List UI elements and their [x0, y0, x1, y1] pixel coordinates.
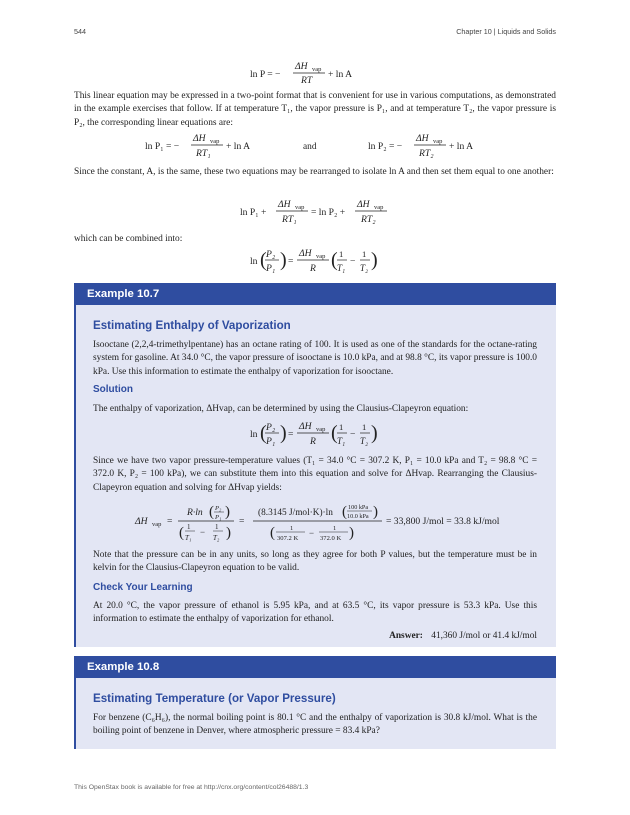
eq-comb-num1-sub: vap — [295, 204, 305, 211]
calc-den-t2: 372.0 K — [320, 535, 342, 542]
eq-comb-den1: RT₁ — [282, 214, 297, 225]
svg-text:(: ( — [331, 422, 338, 444]
calc-frac-bot: 10.0 kPa — [347, 513, 369, 520]
eq-main-den: RT — [301, 75, 313, 86]
calc-eq-2: = — [239, 516, 245, 527]
calc-p2: P₂ — [215, 505, 222, 512]
equation-calculation — [0, 500, 630, 547]
check-your-learning-heading: Check Your Learning — [93, 582, 193, 593]
solution-text-2: Since we have two vapor pressure-temperature values (T₁ = 34.0 °C = 307.2 K, P₁ = 10.0 kPa and T₂ = 98.8 °C = 372.0 K, P₂ = 100 kPa), we can substitute them into this equation and solve for ΔHvap. Rearranging the Clausius-Clapeyron equation and solving for ΔHvap yields: — [93, 456, 537, 493]
eq-cc-eq: = — [288, 256, 294, 267]
calc-minus-1: − — [200, 527, 206, 537]
eq-cc-r: R — [310, 263, 316, 274]
svg-text:): ) — [371, 422, 378, 444]
calc-num-2: (8.3145 J/mol·K)·ln — [258, 508, 333, 518]
eq-pair-right-rhs: + ln A — [449, 141, 474, 152]
calc-t1: T₁ — [185, 534, 192, 542]
eq-cc2-num: ΔH — [299, 421, 312, 432]
page-number: 544 — [74, 27, 86, 36]
svg-text:(: ( — [260, 249, 267, 271]
eq-cc2-minus: − — [350, 429, 356, 440]
eq-comb-num2-sub: vap — [374, 204, 384, 211]
eq-cc2-eq: = — [288, 429, 294, 440]
eq-pair-right-den: RT₂ — [419, 148, 434, 159]
svg-text:): ) — [349, 525, 354, 541]
calc-lhs-sub: vap — [152, 521, 162, 528]
eq-main-num-sub: vap — [312, 66, 322, 73]
svg-text:(: ( — [209, 504, 214, 520]
svg-text:(: ( — [179, 525, 184, 541]
calc-p1: P₁ — [215, 514, 222, 521]
eq-pair-right-num: ΔH — [416, 133, 429, 144]
svg-text:): ) — [373, 504, 378, 520]
svg-text:(: ( — [260, 422, 267, 444]
calc-num-1: R·ln — [187, 507, 203, 518]
eq-cc2-t1: T₁ — [337, 436, 346, 446]
eq-pair-left-num: ΔH — [193, 133, 206, 144]
calc-one-b: 1 — [215, 523, 219, 531]
calc-one-c: 1 — [290, 525, 294, 532]
eq-comb-num1: ΔH — [278, 199, 291, 210]
eq-cc-t1: T₁ — [337, 263, 346, 273]
equation-pair — [0, 132, 630, 163]
calc-eq-1: = — [167, 516, 173, 527]
solution-text-1: The enthalpy of vaporization, ΔHvap, can be determined by using the Clausius-Clapeyron equation: — [93, 404, 469, 414]
example-10-7-header: Example 10.7 — [74, 283, 556, 305]
calc-minus-2: − — [309, 528, 315, 538]
equation-clausius-clapeyron — [0, 247, 630, 280]
solution-heading: Solution — [93, 384, 133, 395]
svg-text:(: ( — [270, 525, 275, 541]
paragraph-combined: which can be combined into: — [74, 234, 183, 244]
eq-pair-left-lhs: ln P₁ = − — [145, 141, 180, 152]
eq-cc2-ln: ln — [250, 429, 258, 440]
equation-combined — [0, 198, 630, 229]
eq-cc2-r: R — [310, 436, 316, 447]
eq-cc2-t2: T₂ — [360, 436, 369, 446]
svg-text:(: ( — [342, 504, 347, 520]
svg-text:): ) — [371, 249, 378, 271]
paragraph-two-point: This linear equation may be expressed in a two-point format that is convenient for use in various computations, as demonstrated in the example exercises that follow. If at temperature T₁, the vapor pressure is P₁, and at temperature T₂, the vapor pressure is P₂, the corresponding linear equations are: — [74, 91, 556, 128]
calc-one-a: 1 — [187, 523, 191, 531]
answer-value: 41,360 J/mol or 41.4 kJ/mol — [431, 631, 537, 641]
eq-cc-ln: ln — [250, 256, 258, 267]
equation-main — [0, 60, 630, 89]
svg-text:): ) — [280, 422, 287, 444]
eq-pair-right-lhs: ln P₂ = − — [368, 141, 403, 152]
check-your-learning-text: At 20.0 °C, the vapor pressure of ethanol is 5.95 kPa, and at 63.5 °C, its vapor pressure is 53.3 kPa. Use this information to estimate the enthalpy of vaporization for ethanol. — [93, 601, 537, 625]
eq-cc2-p1: P₁ — [266, 436, 276, 447]
calc-den-t1: 307.2 K — [277, 535, 299, 542]
chapter-title: Chapter 10 | Liquids and Solids — [456, 27, 556, 36]
solution-text-3: Note that the pressure can be in any units, so long as they agree for both P values, but the temperature must be in kelvin for the Clausius-Clapeyron equation to be valid. — [93, 550, 537, 574]
eq-pair-right-num-sub: vap — [433, 138, 443, 145]
eq-cc-one-a: 1 — [339, 249, 344, 259]
eq-cc-num-sub: vap — [316, 253, 326, 260]
example-10-8-title: Estimating Temperature (or Vapor Pressure) — [93, 692, 336, 705]
eq-cc-p2: P₂ — [266, 249, 276, 260]
eq-pair-left-rhs: + ln A — [226, 141, 251, 152]
eq-main-num: ΔH — [295, 61, 308, 72]
example-10-8-text: For benzene (C₆H₆), the normal boiling point is 80.1 °C and the enthalpy of vaporization is 30.8 kJ/mol. What is the boiling point of benzene in Denver, where atmospheric pressure = 83.4 kPa? — [93, 713, 537, 737]
eq-main-rhs: + ln A — [328, 69, 353, 80]
paragraph-rearrange: Since the constant, A, is the same, these two equations may be rearranged to isolate ln A and then set them equal to one another: — [74, 167, 554, 177]
answer-line — [389, 631, 537, 641]
svg-text:(: ( — [331, 249, 338, 271]
footer-note: This OpenStax book is available for free at http://cnx.org/content/col26488/1.3 — [74, 784, 309, 791]
eq-cc-one-b: 1 — [362, 249, 367, 259]
example-10-7-intro: Isooctane (2,2,4-trimethylpentane) has an octane rating of 100. It is used as one of the standards for the octane-rating system for gasoline. At 34.0 °C, the vapor pressure of isooctane is 10.0 kPa, and at 98.8 °C, its vapor pressure is 100.0 kPa. Use this information to estimate the enthalpy of vaporization for isooctane. — [93, 340, 537, 377]
eq-cc2-one-b: 1 — [362, 422, 367, 432]
eq-cc-num: ΔH — [299, 248, 312, 259]
eq-cc2-p2: P₂ — [266, 422, 276, 433]
calc-lhs: ΔH — [135, 516, 148, 527]
calc-frac-top: 100 kPa — [348, 504, 369, 511]
example-10-7-title: Estimating Enthalpy of Vaporization — [93, 319, 291, 332]
eq-main-lhs: ln P = − — [250, 69, 281, 80]
eq-comb-num2: ΔH — [357, 199, 370, 210]
answer-label: Answer: — [389, 631, 423, 641]
eq-pair-left-num-sub: vap — [210, 138, 220, 145]
eq-cc-minus: − — [350, 256, 356, 267]
calc-result: = 33,800 J/mol = 33.8 kJ/mol — [386, 516, 500, 527]
eq-pair-and: and — [303, 142, 317, 152]
eq-cc2-one-a: 1 — [339, 422, 344, 432]
svg-text:): ) — [225, 504, 230, 520]
eq-pair-left-den: RT₁ — [196, 148, 211, 159]
eq-cc-p1: P₁ — [266, 263, 276, 274]
calc-one-d: 1 — [333, 525, 337, 532]
eq-cc2-num-sub: vap — [316, 426, 326, 433]
eq-comb-mid: = ln P₂ + — [311, 207, 346, 218]
equation-clausius-clapeyron-2 — [0, 420, 630, 453]
eq-comb-left: ln P₁ + — [240, 207, 267, 218]
eq-comb-den2: RT₂ — [361, 214, 376, 225]
eq-cc-t2: T₂ — [360, 263, 369, 273]
svg-text:): ) — [226, 525, 231, 541]
example-10-8-header: Example 10.8 — [74, 656, 556, 678]
calc-t2: T₂ — [213, 534, 220, 542]
svg-text:): ) — [280, 249, 287, 271]
